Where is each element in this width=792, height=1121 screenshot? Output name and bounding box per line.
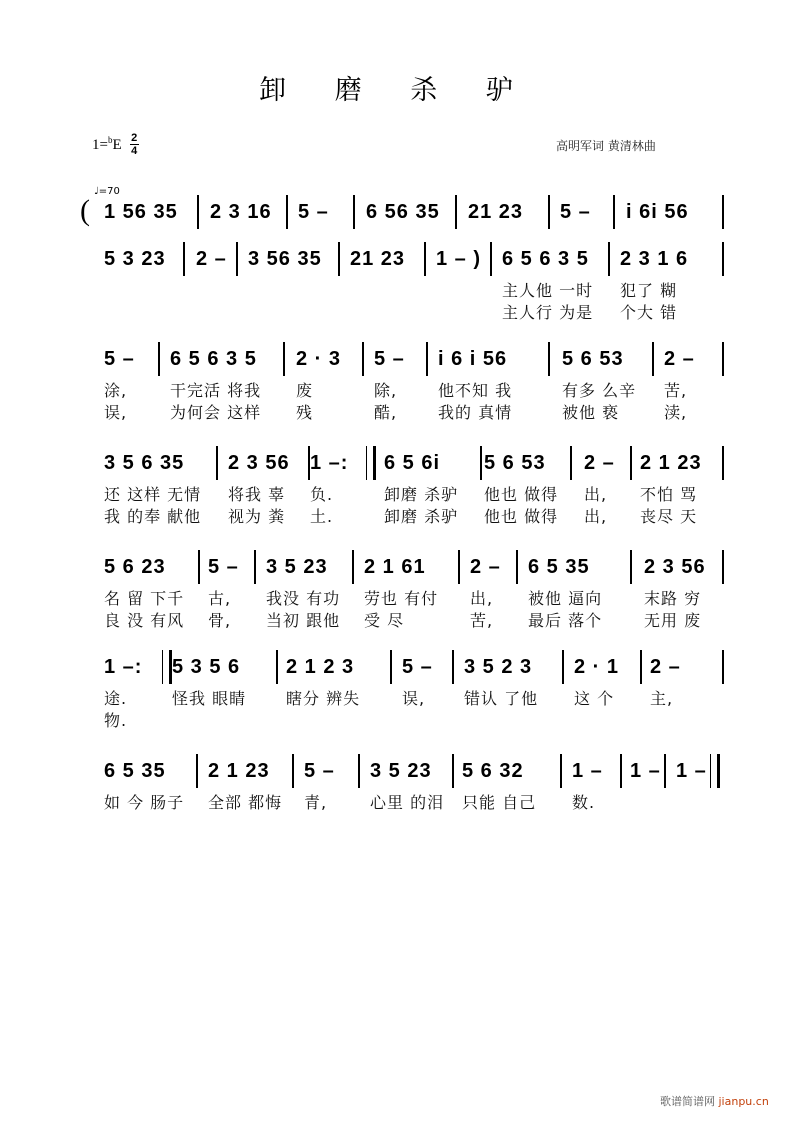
- lyric-verse-1: 有多 么辛: [562, 381, 637, 400]
- measure-notes: 1 56 35: [104, 201, 178, 223]
- barline: [613, 195, 615, 229]
- barline: [630, 446, 632, 480]
- measure-notes: 5 –: [374, 348, 405, 370]
- barline: [548, 342, 550, 376]
- lyric-verse-2: 卸磨 杀驴: [384, 507, 459, 526]
- lyric-verse-2: 出,: [584, 507, 608, 526]
- lyric-verse-1: 还 这样 无情: [104, 485, 202, 504]
- lyric-verse-2: 丧尽 天: [640, 507, 698, 526]
- lyric-verse-1: 只能 自己: [462, 793, 537, 812]
- barline: [722, 195, 724, 229]
- measure-notes: 21 23: [468, 201, 524, 223]
- measure-notes: 5 –: [304, 760, 335, 782]
- measure-notes: i 6i 56: [626, 201, 689, 223]
- lyric-verse-2: 苦,: [470, 611, 494, 630]
- measure-notes: 2 3 1 6: [620, 248, 689, 270]
- lyric-verse-1: 错认 了他: [464, 689, 539, 708]
- measure-notes: 3 5 23: [266, 556, 328, 578]
- barline: [455, 195, 457, 229]
- lyric-verse-2: 土.: [310, 507, 334, 526]
- double-barline: [366, 446, 376, 480]
- measure-notes: 6 56 35: [366, 201, 440, 223]
- barline: [353, 195, 355, 229]
- measure-notes: 2 –: [584, 452, 615, 474]
- lyric-verse-1: 干完活 将我: [170, 381, 262, 400]
- barline: [490, 242, 492, 276]
- lyric-verse-1: 负.: [310, 485, 334, 504]
- key-note: E: [112, 137, 122, 153]
- measure-notes: 6 5 6 3 5: [170, 348, 257, 370]
- barline: [183, 242, 185, 276]
- lyric-verse-2: 他也 做得: [484, 507, 559, 526]
- lyric-verse-1: 卸磨 杀驴: [384, 485, 459, 504]
- measure-notes: 1 –:: [310, 452, 349, 474]
- measure-notes: 5 6 23: [104, 556, 166, 578]
- lyric-verse-1: 涂,: [104, 381, 128, 400]
- barline: [390, 650, 392, 684]
- measure-notes: 6 5 6i: [384, 452, 441, 474]
- barline: [560, 754, 562, 788]
- lyric-verse-1: 名 留 下千: [104, 589, 185, 608]
- barline: [620, 754, 622, 788]
- barline: [722, 342, 724, 376]
- score-title: 卸 磨 杀 驴: [259, 75, 533, 106]
- measure-notes: 2 –: [650, 656, 681, 678]
- watermark-en: jianpu.cn: [718, 1095, 769, 1108]
- lyric-verse-2: 被他 亵: [562, 403, 620, 422]
- lyric-verse-2: 物.: [104, 711, 128, 730]
- measure-notes: 5 6 53: [484, 452, 546, 474]
- lyric-verse-1: 被他 逼向: [528, 589, 603, 608]
- lyric-verse-2: 渎,: [664, 403, 688, 422]
- time-bottom: 4: [131, 145, 138, 157]
- lyric-verse-2: 个大 错: [620, 303, 678, 322]
- lyric-verse-2: 误,: [104, 403, 128, 422]
- measure-notes: 1 – ): [436, 248, 482, 270]
- lyric-verse-1: 他不知 我: [438, 381, 513, 400]
- measure-notes: 2 –: [664, 348, 695, 370]
- measure-notes: 6 5 6 3 5: [502, 248, 589, 270]
- measure-notes: 5 –: [560, 201, 591, 223]
- measure-notes: 5 3 23: [104, 248, 166, 270]
- measure-notes: 5 6 53: [562, 348, 624, 370]
- barline: [236, 242, 238, 276]
- flat-sign-icon: b: [107, 135, 113, 145]
- lyric-verse-1: 末路 穷: [644, 589, 702, 608]
- barline: [722, 550, 724, 584]
- barline: [664, 754, 666, 788]
- lyric-verse-1: 我没 有功: [266, 589, 341, 608]
- measure-notes: 2 –: [470, 556, 501, 578]
- double-barline: [710, 754, 720, 788]
- measure-notes: 6 5 35: [104, 760, 166, 782]
- barline: [570, 446, 572, 480]
- lyric-verse-2: 酷,: [374, 403, 398, 422]
- barline: [548, 195, 550, 229]
- barline: [362, 342, 364, 376]
- lyric-verse-2: 视为 粪: [228, 507, 286, 526]
- measure-notes: 5 6 32: [462, 760, 524, 782]
- measure-notes: 2 3 56: [644, 556, 706, 578]
- credits: 高明军词 黄清林曲: [556, 139, 656, 153]
- measure-notes: 5 –: [298, 201, 329, 223]
- measure-notes: 2 · 1: [574, 656, 620, 678]
- lyric-verse-1: 主,: [650, 689, 674, 708]
- lyric-verse-1: 劳也 有付: [364, 589, 439, 608]
- barline: [722, 446, 724, 480]
- barline: [198, 550, 200, 584]
- barline: [292, 754, 294, 788]
- measure-notes: 5 –: [402, 656, 433, 678]
- barline: [722, 242, 724, 276]
- lyric-verse-2: 当初 跟他: [266, 611, 341, 630]
- barline: [424, 242, 426, 276]
- barline: [196, 754, 198, 788]
- barline: [254, 550, 256, 584]
- measure-notes: 21 23: [350, 248, 406, 270]
- measure-notes: 1 –:: [104, 656, 143, 678]
- lyric-verse-2: 为何会 这样: [170, 403, 262, 422]
- repeat-open-paren: (: [80, 194, 90, 227]
- measure-notes: 1 –: [630, 760, 661, 782]
- lyric-verse-2: 我 的奉 献他: [104, 507, 202, 526]
- key-signature: [92, 133, 139, 156]
- watermark: [660, 1093, 769, 1109]
- lyric-verse-1: 怪我 眼睛: [172, 689, 247, 708]
- barline: [452, 650, 454, 684]
- measure-notes: 2 · 3: [296, 348, 342, 370]
- measure-notes: 3 5 6 35: [104, 452, 185, 474]
- time-signature: [130, 133, 139, 156]
- measure-notes: 2 1 23: [208, 760, 270, 782]
- double-barline: [162, 650, 172, 684]
- lyric-verse-1: 全部 都悔: [208, 793, 283, 812]
- lyric-verse-1: 瞎分 辨失: [286, 689, 361, 708]
- watermark-cn: 歌谱简谱网: [660, 1095, 715, 1108]
- barline: [283, 342, 285, 376]
- barline: [426, 342, 428, 376]
- measure-notes: 3 5 23: [370, 760, 432, 782]
- barline: [480, 446, 482, 480]
- barline: [286, 195, 288, 229]
- barline: [722, 650, 724, 684]
- lyric-verse-2: 骨,: [208, 611, 232, 630]
- measure-notes: 2 1 61: [364, 556, 426, 578]
- barline: [652, 342, 654, 376]
- measure-notes: i 6 i 56: [438, 348, 508, 370]
- lyric-verse-1: 将我 辜: [228, 485, 286, 504]
- lyric-verse-1: 这 个: [574, 689, 615, 708]
- measure-notes: 5 3 5 6: [172, 656, 241, 678]
- lyric-verse-1: 如 今 肠子: [104, 793, 185, 812]
- measure-notes: 1 –: [572, 760, 603, 782]
- measure-notes: 2 1 23: [640, 452, 702, 474]
- lyric-verse-2: 最后 落个: [528, 611, 603, 630]
- measure-notes: 2 3 16: [210, 201, 272, 223]
- lyric-verse-1: 出,: [470, 589, 494, 608]
- measure-notes: 6 5 35: [528, 556, 590, 578]
- barline: [562, 650, 564, 684]
- barline: [516, 550, 518, 584]
- lyric-verse-1: 出,: [584, 485, 608, 504]
- lyric-verse-1: 他也 做得: [484, 485, 559, 504]
- barline: [197, 195, 199, 229]
- barline: [640, 650, 642, 684]
- barline: [452, 754, 454, 788]
- lyric-verse-2: 无用 废: [644, 611, 702, 630]
- lyric-verse-1: 除,: [374, 381, 398, 400]
- barline: [630, 550, 632, 584]
- lyric-verse-1: 主人他 一时: [502, 281, 594, 300]
- measure-notes: 5 –: [104, 348, 135, 370]
- time-top: 2: [131, 132, 138, 144]
- measure-notes: 3 56 35: [248, 248, 322, 270]
- barline: [276, 650, 278, 684]
- barline: [358, 754, 360, 788]
- barline: [352, 550, 354, 584]
- lyric-verse-1: 数.: [572, 793, 596, 812]
- tempo-marking: ♩=70: [94, 186, 120, 197]
- barline: [216, 446, 218, 480]
- lyric-verse-1: 青,: [304, 793, 328, 812]
- barline: [338, 242, 340, 276]
- measure-notes: 1 –: [676, 760, 707, 782]
- lyric-verse-2: 我的 真情: [438, 403, 513, 422]
- measure-notes: 5 –: [208, 556, 239, 578]
- barline: [608, 242, 610, 276]
- measure-notes: 2 1 2 3: [286, 656, 355, 678]
- lyric-verse-2: 主人行 为是: [502, 303, 594, 322]
- lyric-verse-1: 不怕 骂: [640, 485, 698, 504]
- barline: [458, 550, 460, 584]
- measure-notes: 2 –: [196, 248, 227, 270]
- lyric-verse-1: 误,: [402, 689, 426, 708]
- measure-notes: 3 5 2 3: [464, 656, 533, 678]
- measure-notes: 2 3 56: [228, 452, 290, 474]
- lyric-verse-1: 苦,: [664, 381, 688, 400]
- lyric-verse-1: 途.: [104, 689, 128, 708]
- key-label: 1=: [92, 137, 108, 153]
- lyric-verse-2: 良 没 有风: [104, 611, 185, 630]
- lyric-verse-1: 废: [296, 381, 314, 400]
- lyric-verse-1: 古,: [208, 589, 232, 608]
- lyric-verse-1: 心里 的泪: [370, 793, 445, 812]
- lyric-verse-2: 残: [296, 403, 314, 422]
- lyric-verse-2: 受 尽: [364, 611, 405, 630]
- lyric-verse-1: 犯了 糊: [620, 281, 678, 300]
- barline: [158, 342, 160, 376]
